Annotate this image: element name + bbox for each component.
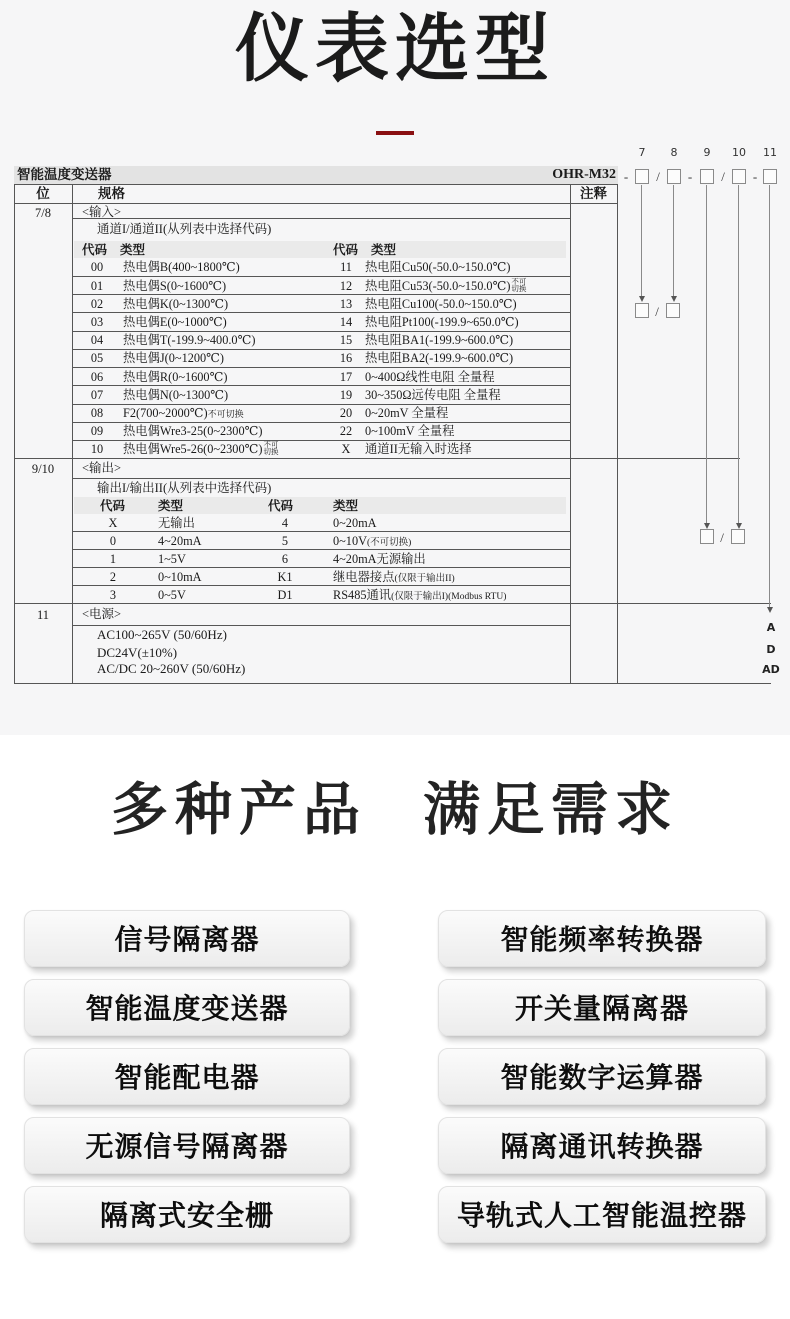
type-cell: 4~20mA无源输出	[333, 552, 426, 566]
type-cell: 无输出	[158, 516, 195, 530]
type-cell: 热电偶B(400~1800℃)	[123, 260, 240, 274]
code-cell: 09	[90, 424, 104, 438]
code-cell: 07	[90, 388, 104, 402]
subtable-header-type: 类型	[158, 499, 184, 513]
type-cell: 0~10V(不可切换)	[333, 534, 412, 548]
product-name: 智能温度变送器	[17, 167, 112, 182]
type-cell: 30~350Ω远传电阻 全量程	[365, 388, 501, 402]
product-button[interactable]: 智能频率转换器	[438, 910, 766, 967]
type-cell: 0~20mA	[333, 516, 377, 530]
subtable-header-type: 类型	[333, 499, 359, 513]
type-cell: 热电阻BA1(-199.9~600.0℃)	[365, 333, 514, 347]
product-button[interactable]: 隔离式安全栅	[24, 1186, 350, 1243]
code-cell: 05	[90, 351, 104, 365]
type-cell: 热电偶Wre3-25(0~2300℃)	[123, 424, 263, 438]
code-cell: 6	[281, 552, 289, 566]
type-cell: 热电阻Pt100(-199.9~650.0℃)	[365, 315, 519, 329]
product-button[interactable]: 无源信号隔离器	[24, 1117, 350, 1174]
type-cell: 热电偶Wre5-26(0~2300℃)不可切换	[123, 440, 279, 456]
power-code-label: AD	[762, 663, 780, 676]
code-cell: 11	[340, 260, 352, 274]
products-heading	[0, 764, 790, 846]
type-cell: 0~5V	[158, 588, 186, 602]
code-cell: D1	[277, 588, 293, 602]
subtable-header-code: 代码	[333, 243, 359, 257]
power-option: AC/DC 20~260V (50/60Hz)	[97, 661, 246, 676]
subtable-header-type: 类型	[371, 243, 397, 257]
model-code: OHR-M32	[552, 167, 616, 182]
type-cell: 0~100mV 全量程	[365, 424, 455, 438]
code-cell: 13	[339, 297, 353, 311]
note-restriction: (不可切换)	[366, 538, 412, 548]
digit-label: 9	[703, 146, 711, 159]
product-button[interactable]: 智能数字运算器	[438, 1048, 766, 1105]
code-cell: 15	[339, 333, 353, 347]
type-cell: 热电偶R(0~1600℃)	[123, 370, 228, 384]
code-cell: 04	[90, 333, 104, 347]
slash-separator: /	[655, 304, 659, 319]
power-code-label: D	[766, 643, 776, 656]
digit-label: 10	[732, 146, 746, 159]
code-cell: 01	[90, 279, 104, 293]
type-cell: 0~10mA	[158, 570, 202, 584]
code-cell: 22	[339, 424, 353, 438]
type-cell: 热电偶T(-199.9~400.0℃)	[123, 333, 256, 347]
type-cell: 4~20mA	[158, 534, 202, 548]
subtable-header-code: 代码	[82, 243, 108, 257]
code-cell: 19	[339, 388, 353, 402]
code-cell: 10	[90, 442, 104, 456]
subtable-header-type: 类型	[120, 243, 146, 257]
type-cell: F2(700~2000℃)不可切换	[123, 406, 244, 420]
page-title: 仪表选型	[235, 7, 555, 90]
slash-separator: /	[721, 169, 725, 184]
products-heading-left: 多种产品	[111, 778, 367, 842]
products-heading-right: 满足需求	[423, 778, 679, 842]
section-pos: 7/8	[35, 206, 51, 220]
type-cell: 热电偶S(0~1600℃)	[123, 279, 227, 293]
section-title: <电源>	[82, 607, 122, 621]
power-code-label: A	[766, 621, 776, 634]
digit-label: 8	[670, 146, 678, 159]
code-cell: 1	[109, 552, 117, 566]
type-cell: 热电偶N(0~1300℃)	[123, 388, 229, 402]
slash-separator: /	[656, 169, 660, 184]
column-header-pos: 位	[36, 186, 50, 201]
type-cell: 0~400Ω线性电阻 全量程	[365, 370, 495, 384]
note-not-switchable: 不可切换	[511, 277, 527, 293]
type-cell: 通道II无输入时选择	[365, 442, 472, 456]
type-cell: 热电阻Cu100(-50.0~150.0℃)	[365, 297, 517, 311]
code-cell: X	[341, 442, 351, 456]
type-cell: 1~5V	[158, 552, 186, 566]
subtable-header-code: 代码	[100, 499, 126, 513]
type-cell: RS485通讯(仅限于输出I)(Modbus RTU)	[333, 588, 507, 602]
note-not-switchable: 不可切换	[207, 409, 244, 419]
column-header-note: 注释	[580, 186, 607, 201]
dash-separator: -	[687, 169, 693, 184]
code-cell: 06	[90, 370, 104, 384]
subtable-header-code: 代码	[268, 499, 294, 513]
code-cell: 12	[339, 279, 353, 293]
code-cell: 08	[90, 406, 104, 420]
type-cell: 0~20mV 全量程	[365, 406, 449, 420]
type-cell: 热电偶J(0~1200℃)	[123, 351, 225, 365]
section-subtitle: 通道I/通道II(从列表中选择代码)	[97, 222, 272, 236]
code-cell: 20	[339, 406, 353, 420]
type-cell: 热电阻Cu53(-50.0~150.0℃)不可切换	[365, 277, 527, 293]
section-title: <输入>	[82, 205, 122, 219]
code-cell: 0	[109, 534, 117, 548]
type-cell: 热电阻Cu50(-50.0~150.0℃)	[365, 260, 511, 274]
note-restriction: (仅限于输出I)(Modbus RTU)	[391, 592, 507, 602]
power-option: AC100~265V (50/60Hz)	[97, 627, 227, 642]
type-cell: 热电偶E(0~1000℃)	[123, 315, 227, 329]
product-button[interactable]: 导轨式人工智能温控器	[438, 1186, 766, 1243]
code-cell: K1	[277, 570, 293, 584]
type-cell: 热电偶K(0~1300℃)	[123, 297, 229, 311]
code-cell: 02	[90, 297, 104, 311]
column-header-spec: 规格	[98, 186, 125, 201]
code-cell: 03	[90, 315, 104, 329]
slash-separator: /	[720, 530, 724, 545]
type-cell: 热电阻BA2(-199.9~600.0℃)	[365, 351, 514, 365]
code-cell: 14	[339, 315, 353, 329]
digit-label: 7	[638, 146, 646, 159]
digit-label: 11	[763, 146, 777, 159]
power-option: DC24V(±10%)	[97, 645, 178, 660]
dash-separator: -	[623, 169, 629, 184]
product-button[interactable]: 隔离通讯转换器	[438, 1117, 766, 1174]
code-cell: 16	[339, 351, 353, 365]
product-button[interactable]: 智能配电器	[24, 1048, 350, 1105]
note-restriction: (仅限于输出II)	[394, 574, 455, 584]
section-pos: 9/10	[31, 462, 55, 476]
product-button[interactable]: 智能温度变送器	[24, 979, 350, 1036]
section-subtitle: 输出I/输出II(从列表中选择代码)	[97, 481, 272, 495]
note-not-switchable: 不可切换	[263, 440, 279, 456]
code-cell: 00	[90, 260, 104, 274]
code-cell: 17	[339, 370, 353, 384]
section-title: <输出>	[82, 461, 122, 475]
type-cell: 继电器接点(仅限于输出II)	[333, 570, 455, 584]
code-cell: 5	[281, 534, 289, 548]
product-button[interactable]: 开关量隔离器	[438, 979, 766, 1036]
section-pos: 11	[36, 608, 50, 622]
code-cell: X	[108, 516, 118, 530]
code-cell: 2	[109, 570, 117, 584]
product-button[interactable]: 信号隔离器	[24, 910, 350, 967]
dash-separator: -	[752, 169, 758, 184]
code-cell: 4	[281, 516, 289, 530]
code-cell: 3	[109, 588, 117, 602]
